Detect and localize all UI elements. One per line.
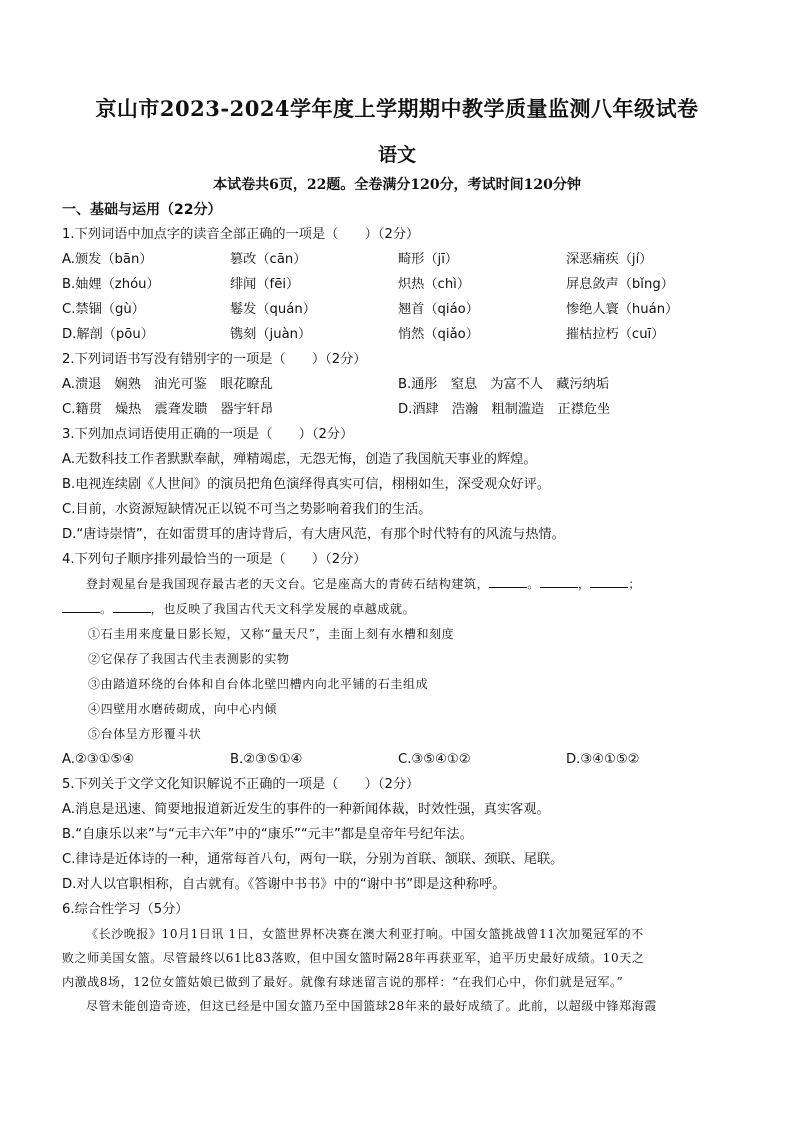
option-cell: 深恶痛疾（jí） xyxy=(566,252,653,267)
section-heading: 一、基础与运用（22分） xyxy=(62,202,222,218)
passage-line-2 xyxy=(62,597,734,622)
option-b: B.“自康乐以来”与“元丰六年”中的“康乐”“元丰”都是皇帝年号纪年法。 xyxy=(62,827,473,842)
option-d: D.对人以官职相称，自古就有。《答谢中书书》中的“谢中书”即是这种称呼。 xyxy=(62,877,506,892)
passage-line-1 xyxy=(62,572,734,597)
punctuation: 。 xyxy=(527,577,540,591)
option-cell: B.妯娌（zhóu） xyxy=(62,277,160,292)
option-a: A.无数科技工作者默默奉献，殚精竭虑，无怨无悔，创造了我国航天事业的辉煌。 xyxy=(62,452,537,467)
passage-text: ，也反映了我国古代天文科学发展的卓越成就。 xyxy=(150,602,416,616)
question-1-row-b xyxy=(62,272,734,297)
option-c: C.律诗是近体诗的一种，通常每首八句，两句一联，分别为首联、颔联、颈联、尾联。 xyxy=(62,852,564,867)
news-paragraph-line: 尽管未能创造奇迹，但这已经是中国女篮乃至中国篮球28年来的最好成绩了。此前，以超级中锋郑海霞 xyxy=(86,999,657,1013)
question-2-row-2 xyxy=(62,397,734,422)
sentence-item-2: ②它保存了我国古代圭表测影的实物 xyxy=(88,652,290,666)
question-2-row-1 xyxy=(62,372,734,397)
option-cell: 摧枯拉朽（cuī） xyxy=(566,327,665,342)
sentence-item-1: ①石圭用来度量日影长短，又称“量天尺”，圭面上刻有水槽和刻度 xyxy=(88,627,455,641)
question-4-stem: 4.下列句子顺序排列最恰当的一项是（ ）（2分） xyxy=(62,552,367,567)
option-d: D.酒肆 浩瀚 粗制滥造 正襟危坐 xyxy=(398,402,611,417)
option-cell: D.解剖（pōu） xyxy=(62,327,154,342)
punctuation: ； xyxy=(628,577,642,591)
answer-blank xyxy=(590,573,628,588)
subject-title: 语文 xyxy=(377,144,416,166)
option-c: C.目前，水资源短缺情况正以锐不可当之势影响着我们的生活。 xyxy=(62,502,432,517)
punctuation: 。 xyxy=(100,602,113,616)
option-cell: 镌刻（juàn） xyxy=(230,327,312,342)
question-6-stem: 6.综合性学习（5分） xyxy=(62,902,189,917)
option-cell: 悄然（qiǎo） xyxy=(398,327,479,342)
option-a: A.溃退 娴熟 油光可鉴 眼花瞭乱 xyxy=(62,377,273,392)
choice-d: D.③④①⑤② xyxy=(566,752,640,767)
option-b: B.通彤 窒息 为富不人 藏污纳垢 xyxy=(398,377,610,392)
option-cell: A.颁发（bān） xyxy=(62,252,153,267)
question-2-stem: 2.下列词语书写没有错别字的一项是（ ）（2分） xyxy=(62,352,367,367)
answer-blank xyxy=(113,598,151,613)
option-b: B.电视连续剧《人世间》的演员把角色演绎得真实可信，栩栩如生，深受观众好评。 xyxy=(62,477,550,492)
question-1-row-c xyxy=(62,297,734,322)
choice-b: B.②③⑤①④ xyxy=(230,752,303,767)
sentence-item-4: ④四壁用水磨砖砌成，向中心内倾 xyxy=(88,702,278,716)
question-4-choices xyxy=(62,747,734,772)
question-5-stem: 5.下列关于文学文化知识解说不正确的一项是（ ）（2分） xyxy=(62,777,420,792)
question-3-stem: 3.下列加点词语使用正确的一项是（ ）（2分） xyxy=(62,427,354,442)
news-paragraph-line: 《长沙晚报》10月1日讯 1日，女篮世界杯决赛在澳大利亚打响。中国女篮挑战曾11次加冕冠军的不 xyxy=(86,927,644,941)
news-paragraph-line: 内激战8场，12位女篮姑娘已做到了最好。就像有球迷留言说的那样：“在我们心中，你们就是冠军。” xyxy=(62,975,624,989)
choice-a: A.②③①⑤④ xyxy=(62,752,135,767)
option-d: D.“唐诗崇情”，在如雷贯耳的唐诗背后，有大唐风范，有那个时代特有的风流与热情。 xyxy=(62,527,565,542)
option-c: C.籍贯 燥热 震聋发聩 器宇轩昂 xyxy=(62,402,274,417)
option-cell: 屏息敛声（bǐng） xyxy=(566,277,674,292)
answer-blank xyxy=(489,573,527,588)
question-1-stem: 1.下列词语中加点字的读音全部正确的一项是（ ）（2分） xyxy=(62,227,420,242)
punctuation: ， xyxy=(577,577,591,591)
question-1-row-d xyxy=(62,322,734,347)
passage-text: 登封观星台是我国现存最古老的天文台。它是座高大的青砖石结构建筑， xyxy=(86,577,490,591)
option-cell: 鬈发（quán） xyxy=(230,302,316,317)
option-cell: 翘首（qiáo） xyxy=(398,302,479,317)
option-cell: 惨绝人寰（huán） xyxy=(566,302,679,317)
option-cell: 篡改（cān） xyxy=(230,252,307,267)
answer-blank xyxy=(540,573,578,588)
option-cell: 畸形（jī） xyxy=(398,252,459,267)
news-paragraph-line: 败之师美国女篮。尽管最终以61比83落败，但中国女篮时隔28年再获亚军，追平历史最好成绩。10天之 xyxy=(62,951,645,965)
option-cell: 炽热（chì） xyxy=(398,277,471,292)
option-a: A.消息是迅速、简要地报道新近发生的事件的一种新闻体裁，时效性强，真实客观。 xyxy=(62,802,550,817)
sentence-item-5: ⑤台体呈方形覆斗状 xyxy=(88,727,202,741)
answer-blank xyxy=(62,598,100,613)
exam-title: 京山市2023-2024学年度上学期期中教学质量监测八年级试卷 xyxy=(95,96,699,121)
option-cell: C.禁锢（gù） xyxy=(62,302,145,317)
questions xyxy=(62,222,734,1018)
exam-info: 本试卷共6页，22题。全卷满分120分，考试时间120分钟 xyxy=(213,177,581,193)
sentence-item-3: ③由踏道环绕的台体和自台体北壁凹槽内向北平铺的石圭组成 xyxy=(88,677,429,691)
choice-c: C.③⑤④①② xyxy=(398,752,471,767)
question-1-row-a xyxy=(62,247,734,272)
option-cell: 绯闻（fēi） xyxy=(230,277,300,292)
